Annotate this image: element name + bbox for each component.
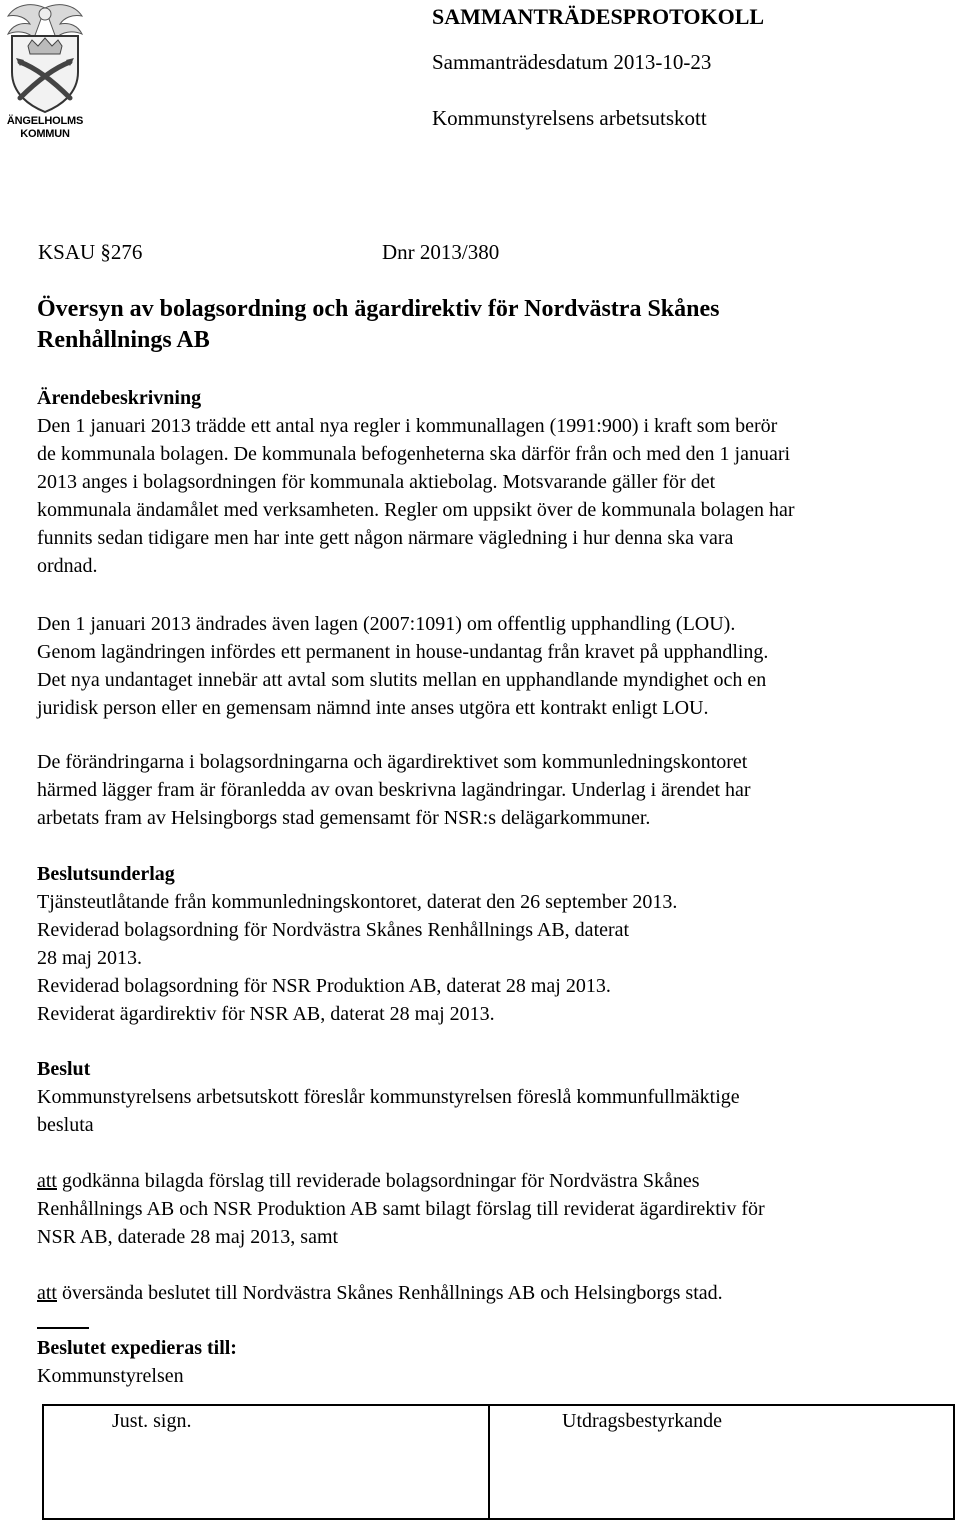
att-text: översända beslutet till Nordvästra Skånes Renhållnings AB och Helsingborgs stad.	[57, 1282, 723, 1304]
case-title	[37, 294, 937, 356]
text-line: besluta	[37, 1114, 94, 1136]
text-line: funnits sedan tidigare men har inte gett någon närmare vägledning i hur denna ska vara	[37, 527, 734, 549]
signature-box	[42, 1404, 955, 1520]
text-line: 2013 anges i bolagsordningen för kommunala aktiebolag. Motsvarande gäller för det	[37, 471, 716, 493]
text-line: NSR AB, daterade 28 maj 2013, samt	[37, 1226, 339, 1248]
att-keyword: att	[37, 1170, 57, 1192]
description-paragraph-3	[37, 748, 937, 832]
text-line: Renhållnings AB och NSR Produktion AB samt bilagt förslag till reviderat ägardirektiv för	[37, 1198, 765, 1220]
text-line: De förändringarna i bolagsordningarna och ägardirektivet som kommunledningskontoret	[37, 751, 748, 773]
text-line: Tjänsteutlåtande från kommunledningskontoret, daterat den 26 september 2013.	[37, 891, 678, 913]
text-line: ordnad.	[37, 555, 98, 577]
municipality-logo	[2, 2, 88, 140]
text-line: Genom lagändringen infördes ett permanent in house-undantag från kravet på upphandling.	[37, 641, 769, 663]
basis-heading: Beslutsunderlag	[37, 863, 175, 885]
logo-text-line2: KOMMUN	[20, 128, 70, 140]
case-registration-number: Dnr 2013/380	[382, 240, 500, 264]
extract-certification-label: Utdragsbestyrkande	[562, 1410, 722, 1432]
text-line: Det nya undantaget innebär att avtal som slutits mellan en upphandlande myndighet och en	[37, 669, 767, 691]
adjuster-signature-label: Just. sign.	[112, 1410, 192, 1432]
text-line: Den 1 januari 2013 trädde ett antal nya regler i kommunallagen (1991:900) i kraft som berör	[37, 415, 778, 437]
text-line: Kommunstyrelsens arbetsutskott föreslår kommunstyrelsen föreslå kommunfullmäktige	[37, 1086, 740, 1108]
dispatch-recipient: Kommunstyrelsen	[37, 1365, 184, 1387]
protocol-title: SAMMANTRÄDESPROTOKOLL	[432, 4, 765, 29]
text-line	[37, 1279, 937, 1307]
municipal-coat-of-arms-icon	[2, 2, 88, 114]
committee-name: Kommunstyrelsens arbetsutskott	[432, 106, 707, 130]
case-title-line: Renhållnings AB	[37, 327, 210, 353]
section-divider	[37, 1327, 89, 1329]
text-line: 28 maj 2013.	[37, 947, 142, 969]
text-line: härmed lägger fram är föranledda av ovan beskrivna lagändringar. Underlag i ärendet har	[37, 779, 751, 801]
text-line: Reviderat ägardirektiv för NSR AB, daterat 28 maj 2013.	[37, 1003, 495, 1025]
basis-section	[37, 860, 937, 1028]
att-keyword: att	[37, 1282, 57, 1304]
meeting-date: Sammanträdesdatum 2013-10-23	[432, 50, 712, 74]
dispatch-section	[37, 1334, 937, 1390]
decision-att-1	[37, 1167, 937, 1251]
dispatch-heading: Beslutet expedieras till:	[37, 1337, 237, 1359]
text-line: Den 1 januari 2013 ändrades även lagen (2007:1091) om offentlig upphandling (LOU).	[37, 613, 736, 635]
decision-section	[37, 1055, 937, 1139]
text-line: arbetats fram av Helsingborgs stad gemensamt för NSR:s delägarkommuner.	[37, 807, 651, 829]
case-paragraph-number: KSAU §276	[38, 240, 143, 264]
text-line: Reviderad bolagsordning för Nordvästra Skånes Renhållnings AB, daterat	[37, 919, 630, 941]
text-line: de kommunala bolagen. De kommunala befogenheterna ska därför från och med den 1 januari	[37, 443, 791, 465]
description-heading: Ärendebeskrivning	[37, 387, 202, 409]
description-paragraph-2	[37, 610, 937, 722]
text-line: kommunala ändamålet med verksamheten. Regler om uppsikt över de kommunala bolagen har	[37, 499, 795, 521]
logo-text-line1: ÄNGELHOLMS	[6, 115, 84, 127]
signature-divider	[488, 1406, 490, 1518]
att-text: godkänna bilagda förslag till reviderade bolagsordningar för Nordvästra Skånes	[57, 1170, 700, 1192]
decision-att-2	[37, 1279, 937, 1307]
text-line	[37, 1167, 937, 1195]
text-line: juridisk person eller en gemensam nämnd inte anses utgöra ett kontrakt enligt LOU.	[37, 697, 709, 719]
case-title-line: Översyn av bolagsordning och ägardirektiv för Nordvästra Skånes	[37, 296, 720, 322]
text-line: Reviderad bolagsordning för NSR Produktion AB, daterat 28 maj 2013.	[37, 975, 611, 997]
description-section	[37, 384, 937, 580]
decision-heading: Beslut	[37, 1058, 91, 1080]
